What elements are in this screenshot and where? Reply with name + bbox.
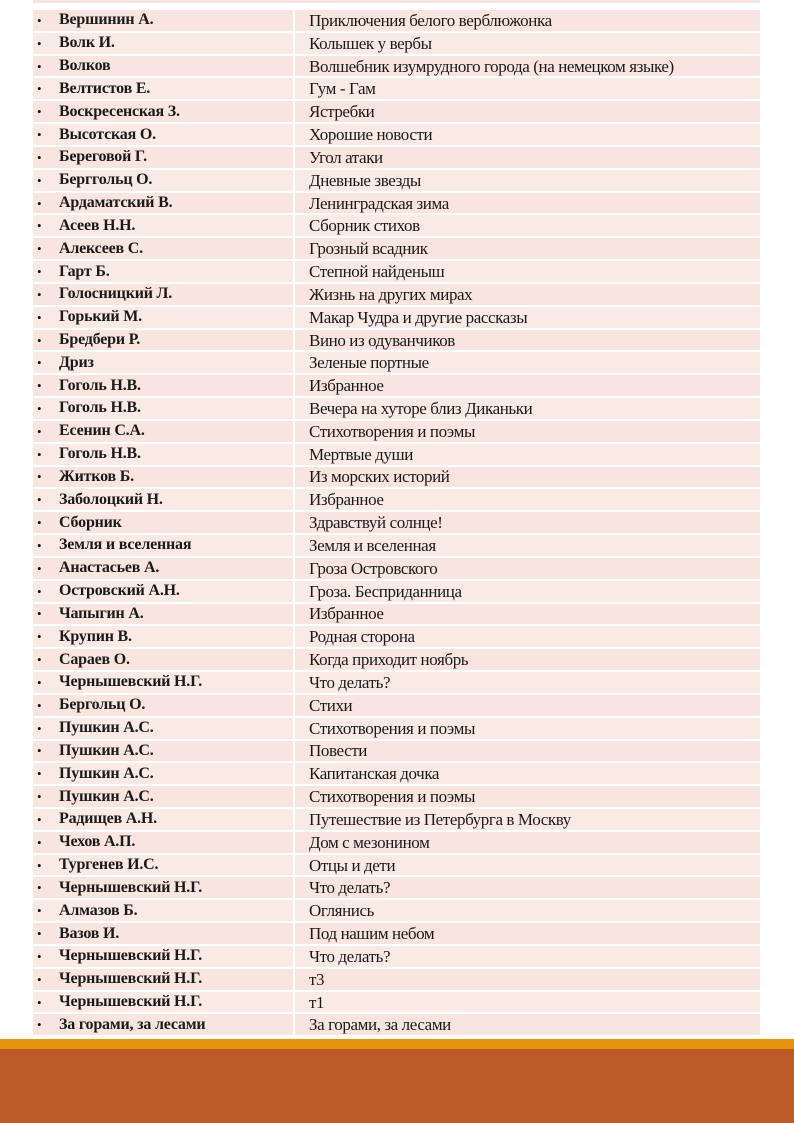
bullet-icon: • [37, 172, 42, 188]
title-text: Колышек у вербы [309, 33, 432, 53]
author-text: Чернышевский Н.Г. [59, 878, 203, 896]
table-row [33, 375, 760, 398]
author-cell [33, 170, 295, 191]
title-cell [295, 489, 760, 510]
title-cell [295, 170, 760, 191]
title-cell [295, 375, 760, 396]
table-row [33, 604, 760, 627]
table-row [33, 33, 760, 56]
author-cell [33, 969, 295, 990]
author-text: Пушкин А.С. [59, 764, 154, 782]
author-text: Гоголь Н.В. [59, 445, 141, 463]
author-text: Островский А.Н. [59, 582, 180, 600]
bullet-icon: • [37, 446, 42, 462]
author-cell [33, 900, 295, 921]
table-row [33, 147, 760, 170]
author-cell [33, 56, 295, 77]
title-text: Приключения белого верблюжонка [309, 10, 552, 30]
title-text: Вечера на хуторе близ Диканьки [309, 398, 533, 418]
table-row [33, 695, 760, 718]
title-text: т1 [309, 992, 325, 1012]
title-cell [295, 284, 760, 305]
author-text: Берггольц О. [59, 171, 153, 189]
bullet-icon: • [37, 948, 42, 964]
title-text: Оглянись [309, 901, 374, 921]
bullet-icon: • [37, 583, 42, 599]
title-cell [295, 261, 760, 282]
author-text: Асеев Н.Н. [59, 216, 136, 234]
table-row [33, 78, 760, 101]
table-row [33, 512, 760, 535]
table-row [33, 809, 760, 832]
bullet-icon: • [37, 492, 42, 508]
title-cell [295, 786, 760, 807]
table-row [33, 763, 760, 786]
author-cell [33, 467, 295, 488]
table-row [33, 969, 760, 992]
title-cell [295, 1014, 760, 1035]
author-cell [33, 855, 295, 876]
bullet-icon: • [37, 537, 42, 553]
table-row [33, 786, 760, 809]
title-text: т3 [309, 969, 325, 989]
title-cell [295, 946, 760, 967]
footer-accent-strip [0, 1039, 794, 1049]
title-cell [295, 741, 760, 762]
title-text: Хорошие новости [309, 125, 433, 145]
clipped-row-top [33, 0, 760, 3]
author-cell [33, 421, 295, 442]
title-text: Макар Чудра и другие рассказы [309, 307, 528, 327]
table-row [33, 101, 760, 124]
bullet-icon: • [37, 811, 42, 827]
title-cell [295, 649, 760, 670]
title-cell [295, 444, 760, 465]
title-cell [295, 581, 760, 602]
title-text: Дом с мезонином [309, 832, 430, 852]
author-cell [33, 215, 295, 236]
title-text: Земля и вселенная [309, 535, 436, 555]
title-text: Путешествие из Петербурга в Москву [309, 809, 571, 829]
author-text: Волков [59, 57, 111, 75]
author-text: Чернышевский Н.Г. [59, 947, 203, 965]
author-cell [33, 604, 295, 625]
author-cell [33, 809, 295, 830]
bullet-icon: • [37, 994, 42, 1010]
author-cell [33, 444, 295, 465]
bullet-icon: • [37, 880, 42, 896]
title-text: Гроза Островского [309, 558, 438, 578]
title-text: Родная сторона [309, 627, 415, 647]
author-text: Голосницкий Л. [59, 285, 173, 303]
table-row [33, 444, 760, 467]
table-row [33, 946, 760, 969]
author-cell [33, 261, 295, 282]
table-row [33, 626, 760, 649]
title-text: Избранное [309, 376, 384, 396]
author-cell [33, 718, 295, 739]
author-text: Горький М. [59, 308, 142, 326]
author-cell [33, 78, 295, 99]
title-cell [295, 101, 760, 122]
title-text: Когда приходит ноябрь [309, 650, 469, 670]
author-text: Тургенев И.С. [59, 856, 159, 874]
author-cell [33, 649, 295, 670]
author-text: Воскресенская З. [59, 102, 180, 120]
table-row [33, 718, 760, 741]
title-text: Что делать? [309, 672, 391, 692]
bullet-icon: • [37, 515, 42, 531]
title-cell [295, 215, 760, 236]
author-cell [33, 832, 295, 853]
author-text: Чапыгин А. [59, 604, 144, 622]
author-cell [33, 695, 295, 716]
title-cell [295, 512, 760, 533]
table-row [33, 992, 760, 1015]
author-text: Сборник [59, 513, 122, 531]
table-row [33, 56, 760, 79]
bullet-icon: • [37, 264, 42, 280]
table-row [33, 581, 760, 604]
author-text: Пушкин А.С. [59, 719, 154, 737]
table-row [33, 398, 760, 421]
title-cell [295, 832, 760, 853]
author-cell [33, 763, 295, 784]
table-row [33, 832, 760, 855]
table-row [33, 1014, 760, 1037]
bullet-icon: • [37, 834, 42, 850]
table-row [33, 238, 760, 261]
title-cell [295, 33, 760, 54]
table-row [33, 215, 760, 238]
title-text: Под нашим небом [309, 924, 435, 944]
author-text: Радищев А.Н. [59, 810, 157, 828]
bullet-icon: • [37, 149, 42, 165]
title-cell [295, 763, 760, 784]
author-cell [33, 101, 295, 122]
author-text: Крупин В. [59, 627, 132, 645]
author-text: Береговой Г. [59, 148, 147, 166]
title-cell [295, 467, 760, 488]
title-cell [295, 193, 760, 214]
author-text: Алексеев С. [59, 239, 143, 257]
bullet-icon: • [37, 789, 42, 805]
author-cell [33, 992, 295, 1013]
table-row [33, 193, 760, 216]
bullet-icon: • [37, 652, 42, 668]
author-cell [33, 1014, 295, 1035]
bullet-icon: • [37, 241, 42, 257]
author-cell [33, 398, 295, 419]
title-cell [295, 307, 760, 328]
title-cell [295, 558, 760, 579]
title-text: Здравствуй солнце! [309, 513, 443, 533]
author-cell [33, 238, 295, 259]
title-text: Из морских историй [309, 467, 450, 487]
title-cell [295, 398, 760, 419]
author-text: Пушкин А.С. [59, 787, 154, 805]
title-cell [295, 352, 760, 373]
bullet-icon: • [37, 674, 42, 690]
title-text: Мертвые души [309, 444, 413, 464]
bullet-icon: • [37, 81, 42, 97]
author-text: Бергольц О. [59, 696, 146, 714]
table-row [33, 10, 760, 33]
title-text: Что делать? [309, 878, 391, 898]
table-row [33, 741, 760, 764]
table-row [33, 330, 760, 353]
author-cell [33, 626, 295, 647]
title-cell [295, 421, 760, 442]
title-text: Грозный всадник [309, 239, 428, 259]
author-text: За горами, за лесами [59, 1015, 206, 1033]
title-cell [295, 78, 760, 99]
author-text: Чернышевский Н.Г. [59, 993, 203, 1011]
title-cell [295, 855, 760, 876]
title-text: Гум - Гам [309, 79, 376, 99]
author-text: Гоголь Н.В. [59, 399, 141, 417]
author-text: Анастасьев А. [59, 559, 160, 577]
bullet-icon: • [37, 423, 42, 439]
bullet-icon: • [37, 1017, 42, 1033]
author-text: Волк И. [59, 34, 115, 52]
title-text: Отцы и дети [309, 855, 396, 875]
table-row [33, 124, 760, 147]
table-row [33, 877, 760, 900]
bullet-icon: • [37, 104, 42, 120]
book-table [33, 10, 760, 1037]
bullet-icon: • [37, 400, 42, 416]
title-cell [295, 718, 760, 739]
bullet-icon: • [37, 743, 42, 759]
author-text: Ардаматский В. [59, 194, 173, 212]
table-row [33, 421, 760, 444]
table-row [33, 170, 760, 193]
title-cell [295, 10, 760, 31]
table-row [33, 352, 760, 375]
bullet-icon: • [37, 629, 42, 645]
title-text: Ястребки [309, 102, 375, 122]
title-text: Степной найденыш [309, 262, 445, 282]
footer-band [0, 1049, 794, 1123]
author-cell [33, 147, 295, 168]
author-cell [33, 535, 295, 556]
author-cell [33, 946, 295, 967]
author-cell [33, 489, 295, 510]
title-text: Гроза. Бесприданница [309, 581, 462, 601]
bullet-icon: • [37, 355, 42, 371]
title-text: Волшебник изумрудного города (на немецком языке) [309, 56, 674, 76]
author-text: Чернышевский Н.Г. [59, 673, 203, 691]
author-cell [33, 193, 295, 214]
author-cell [33, 307, 295, 328]
table-row [33, 923, 760, 946]
title-cell [295, 604, 760, 625]
author-cell [33, 786, 295, 807]
bullet-icon: • [37, 697, 42, 713]
author-cell [33, 877, 295, 898]
title-text: Избранное [309, 604, 384, 624]
title-cell [295, 147, 760, 168]
author-text: Вершинин А. [59, 11, 154, 29]
bullet-icon: • [37, 903, 42, 919]
bullet-icon: • [37, 606, 42, 622]
author-text: Бредбери Р. [59, 331, 141, 348]
title-text: Стихотворения и поэмы [309, 718, 475, 738]
table-row [33, 489, 760, 512]
bullet-icon: • [37, 857, 42, 873]
title-cell [295, 809, 760, 830]
author-text: Алмазов Б. [59, 901, 138, 919]
author-cell [33, 375, 295, 396]
author-text: Есенин С.А. [59, 422, 145, 440]
title-cell [295, 626, 760, 647]
author-text: Чернышевский Н.Г. [59, 970, 203, 988]
author-text: Велтистов Е. [59, 79, 151, 97]
title-cell [295, 124, 760, 145]
bullet-icon: • [37, 332, 42, 348]
title-text: Зеленые портные [309, 353, 429, 373]
bullet-icon: • [37, 12, 42, 28]
author-cell [33, 352, 295, 373]
author-text: Земля и вселенная [59, 536, 192, 554]
title-text: Избранное [309, 490, 384, 510]
bullet-icon: • [37, 286, 42, 302]
title-text: Стихи [309, 695, 353, 715]
title-cell [295, 992, 760, 1013]
author-cell [33, 10, 295, 31]
table-row [33, 649, 760, 672]
author-cell [33, 33, 295, 54]
title-cell [295, 877, 760, 898]
title-cell [295, 969, 760, 990]
title-text: Стихотворения и поэмы [309, 787, 475, 807]
title-cell [295, 695, 760, 716]
author-cell [33, 923, 295, 944]
title-text: Ленинградская зима [309, 193, 449, 213]
title-cell [295, 672, 760, 693]
title-text: За горами, за лесами [309, 1015, 451, 1035]
author-text: Пушкин А.С. [59, 741, 154, 759]
table-row [33, 467, 760, 490]
title-text: Сборник стихов [309, 216, 420, 236]
table-row [33, 558, 760, 581]
bullet-icon: • [37, 218, 42, 234]
table-row [33, 900, 760, 923]
table-row [33, 535, 760, 558]
title-cell [295, 535, 760, 556]
bullet-icon: • [37, 766, 42, 782]
title-cell [295, 56, 760, 77]
author-text: Гарт Б. [59, 262, 110, 280]
title-cell [295, 238, 760, 259]
author-text: Житков Б. [59, 467, 134, 485]
table-row [33, 307, 760, 330]
title-cell [295, 923, 760, 944]
author-cell [33, 330, 295, 351]
bullet-icon: • [37, 195, 42, 211]
table-row [33, 261, 760, 284]
title-text: Угол атаки [309, 147, 383, 167]
bullet-icon: • [37, 469, 42, 485]
bullet-icon: • [37, 720, 42, 736]
author-cell [33, 124, 295, 145]
title-cell [295, 900, 760, 921]
title-text: Повести [309, 741, 367, 761]
bullet-icon: • [37, 560, 42, 576]
title-cell [295, 330, 760, 351]
author-cell [33, 741, 295, 762]
bullet-icon: • [37, 971, 42, 987]
author-text: Чехов А.П. [59, 833, 136, 851]
author-cell [33, 672, 295, 693]
author-text: Заболоцкий Н. [59, 490, 163, 508]
bullet-icon: • [37, 378, 42, 394]
table-row [33, 855, 760, 878]
author-text: Высотская О. [59, 125, 156, 143]
title-text: Дневные звезды [309, 170, 421, 190]
author-text: Вазов И. [59, 924, 120, 942]
title-text: Что делать? [309, 946, 391, 966]
bullet-icon: • [37, 127, 42, 143]
author-text: Сараев О. [59, 650, 130, 668]
author-cell [33, 581, 295, 602]
author-text: Дриз [59, 353, 94, 371]
bullet-icon: • [37, 309, 42, 325]
title-text: Вино из одуванчиков [309, 330, 455, 350]
table-row [33, 672, 760, 695]
bullet-icon: • [37, 58, 42, 74]
bullet-icon: • [37, 926, 42, 942]
title-text: Стихотворения и поэмы [309, 421, 475, 441]
author-cell [33, 284, 295, 305]
bullet-icon: • [37, 35, 42, 51]
table-row [33, 284, 760, 307]
author-cell [33, 558, 295, 579]
title-text: Жизнь на других мирах [309, 284, 473, 304]
author-cell [33, 512, 295, 533]
title-text: Капитанская дочка [309, 764, 440, 784]
author-text: Гоголь Н.В. [59, 376, 141, 394]
